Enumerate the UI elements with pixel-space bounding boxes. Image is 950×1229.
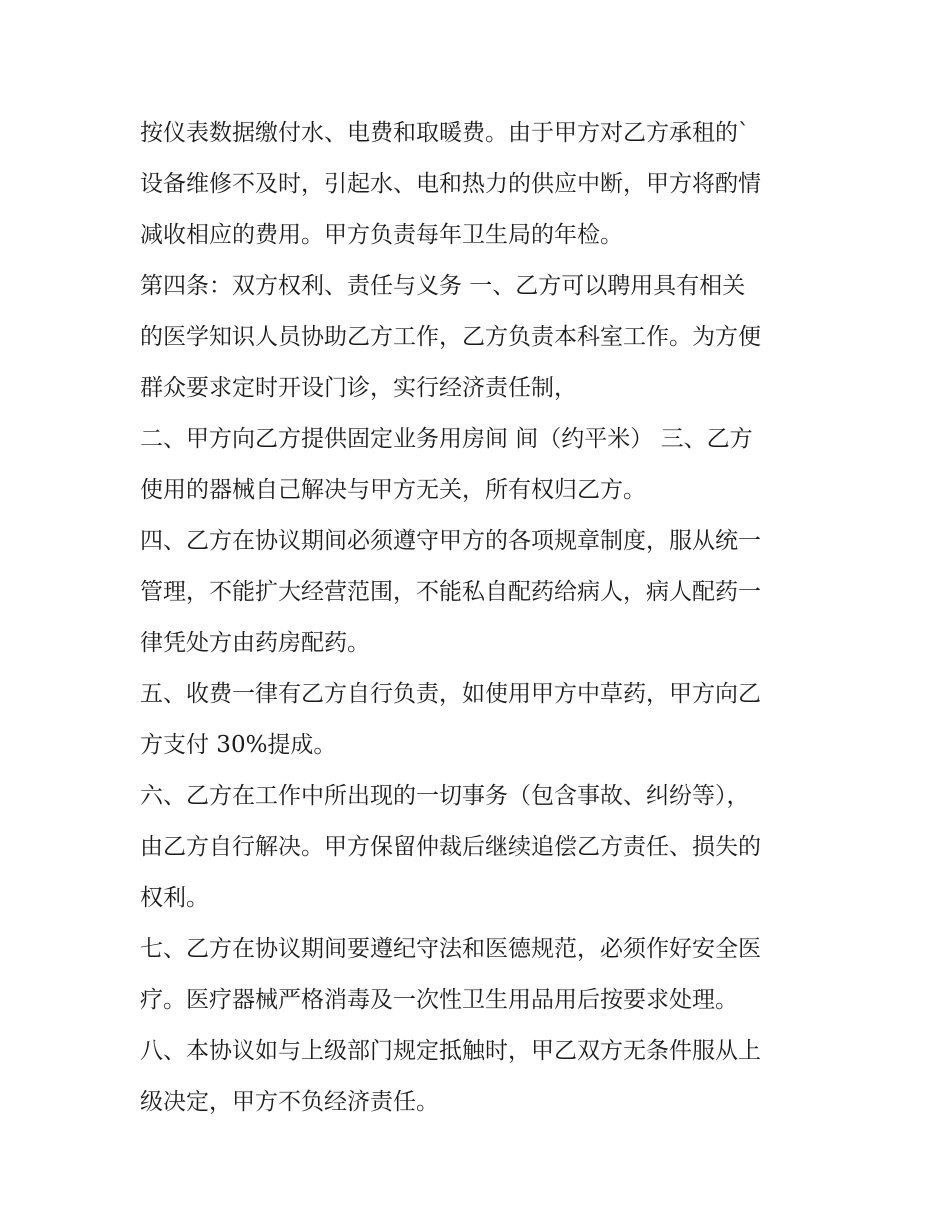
text-line: 设备维修不及时，引起水、电和热力的供应中断，甲方将酌情 xyxy=(140,171,761,197)
document-body xyxy=(140,108,830,1128)
text-line: 疗。医疗器械严格消毒及一次性卫生用品用后按要求处理。 xyxy=(140,987,738,1013)
text-line: 管理，不能扩大经营范围，不能私自配药给病人，病人配药一 xyxy=(140,579,761,605)
text-line: 七、乙方在协议期间要遵纪守法和医德规范，必须作好安全医 xyxy=(140,936,761,962)
text-line: 级决定，甲方不负经济责任。 xyxy=(140,1089,439,1115)
text-line: 律凭处方由药房配药。 xyxy=(140,630,370,656)
text-line: 权利。 xyxy=(140,885,209,911)
text-line: 二、甲方向乙方提供固定业务用房间 间（约平米） 三、乙方 xyxy=(140,426,753,452)
text-line: 减收相应的费用。甲方负责每年卫生局的年检。 xyxy=(140,222,623,248)
text-line: 第四条：双方权利、责任与义务 一、乙方可以聘用具有相关 xyxy=(140,273,746,299)
text-line: 五、收费一律有乙方自行负责，如使用甲方中草药，甲方向乙 xyxy=(140,681,761,707)
text-line: 群众要求定时开设门诊，实行经济责任制， xyxy=(140,375,577,401)
text-line: 使用的器械自己解决与甲方无关，所有权归乙方。 xyxy=(140,477,646,503)
text-line: 按仪表数据缴付水、电费和取暖费。由于甲方对乙方承租的` xyxy=(140,120,750,146)
text-line: 方支付 30%提成。 xyxy=(140,732,337,758)
text-line: 六、乙方在工作中所出现的一切事务（包含事故、纠纷等）， xyxy=(140,783,750,809)
text-line: 的医学知识人员协助乙方工作，乙方负责本科室工作。为方便 xyxy=(140,324,761,350)
text-line: 八、本协议如与上级部门规定抵触时，甲乙双方无条件服从上 xyxy=(140,1038,761,1064)
text-line: 由乙方自行解决。甲方保留仲裁后继续追偿乙方责任、损失的 xyxy=(140,834,761,860)
text-line: 四、乙方在协议期间必须遵守甲方的各项规章制度，服从统一 xyxy=(140,528,761,554)
